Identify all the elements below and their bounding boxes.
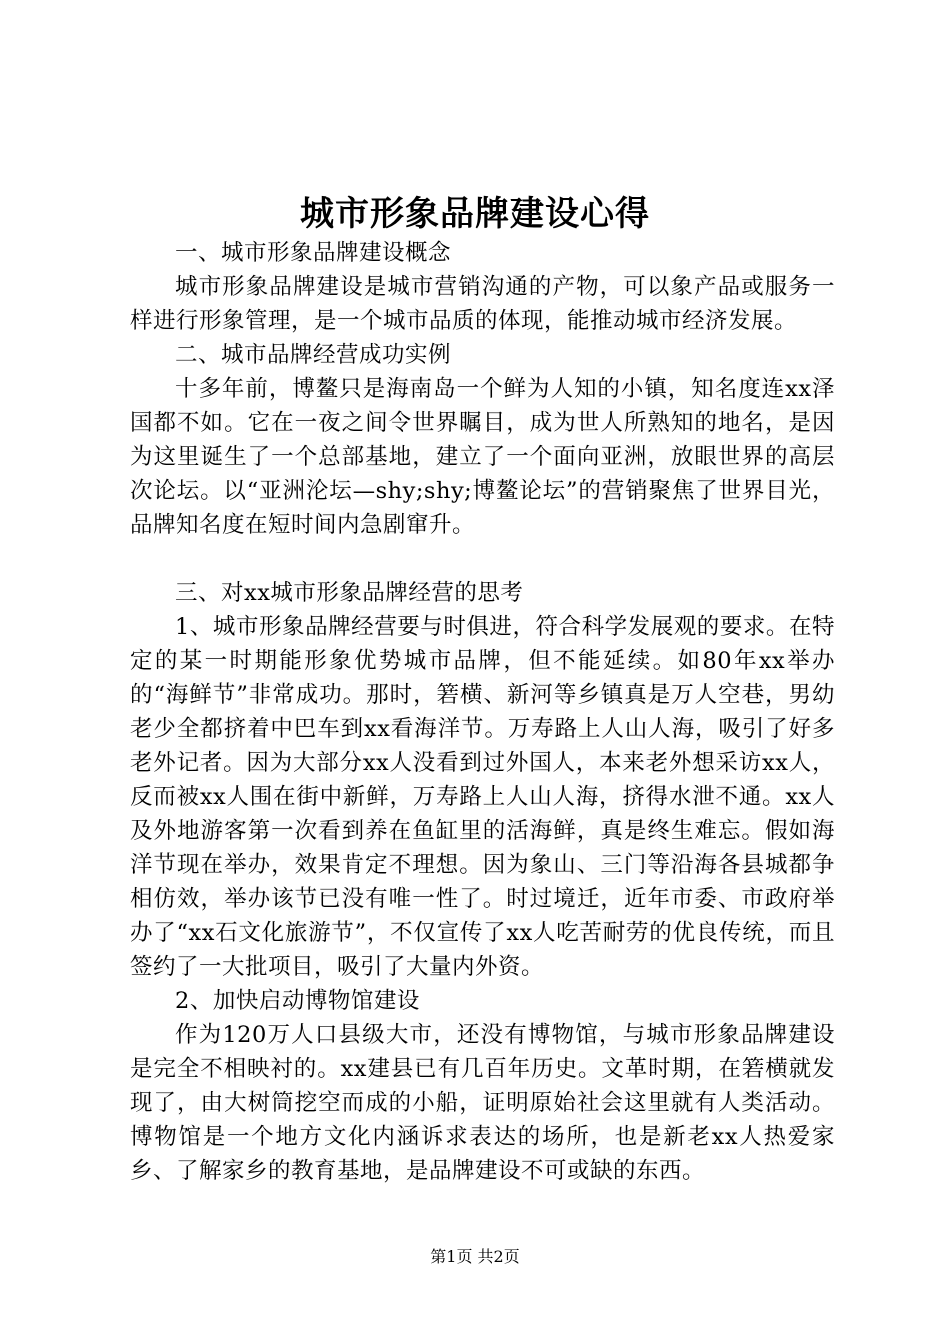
page-footer: 第1页 共2页	[430, 1247, 520, 1266]
paragraph: 十多年前，博鳌只是海南岛一个鲜为人知的小镇，知名度连xx泽国都不如。它在一夜之间令世界瞩目，成为世人所熟知的地名，是因为这里诞生了一个总部基地，建立了一个面向亚洲，放眼世界的高层次论坛。以“亚洲沦坛—shy;shy;博鳌论坛”的营销聚焦了世界目光，品牌知名度在短时间内急剧窜升。	[130, 376, 835, 538]
paragraph: 1、城市形象品牌经营要与时俱进，符合科学发展观的要求。在特定的某一时期能形象优势城市品牌，但不能延续。如80年xx举办的“海鲜节”非常成功。那时，箬横、新河等乡镇真是万人空巷，男幼老少全都挤着中巴车到xx看海洋节。万寿路上人山人海，吸引了好多老外记者。因为大部分xx人没看到过外国人，本来老外想采访xx人，反而被xx人围在街中新鲜，万寿路上人山人海，挤得水泄不通。xx人及外地游客第一次看到养在鱼缸里的活海鲜，真是终生难忘。假如海洋节现在举办，效果肯定不理想。因为象山、三门等沿海各县城都争相仿效，举办该节已没有唯一性了。时过境迁，近年市委、市政府举办了“xx石文化旅游节”，不仅宣传了xx人吃苦耐劳的优良传统，而且签约了一大批项目，吸引了大量内外资。	[130, 614, 835, 980]
blank-line	[130, 542, 835, 576]
section-heading-3: 三、对xx城市形象品牌经营的思考	[175, 580, 524, 606]
paragraph: 城市形象品牌建设是城市营销沟通的产物，可以象产品或服务一样进行形象管理，是一个城市品质的体现，能推动城市经济发展。	[130, 274, 835, 334]
section-heading-2: 二、城市品牌经营成功实例	[175, 342, 452, 368]
document-body	[130, 236, 835, 1188]
paragraph: 作为120万人口县级大市，还没有博物馆，与城市形象品牌建设是完全不相映衬的。xx建县已有几百年历史。文革时期，在箬横就发现了，由大树筒挖空而成的小船，证明原始社会这里就有人类活动。博物馆是一个地方文化内涵诉求表达的场所，也是新老xx人热爱家乡、了解家乡的教育基地，是品牌建设不可或缺的东西。	[130, 1022, 835, 1184]
document-title: 城市形象品牌建设心得	[300, 194, 650, 234]
section-heading-1: 一、城市形象品牌建设概念	[175, 240, 452, 266]
subsection-heading: 2、加快启动博物馆建设	[175, 988, 420, 1014]
